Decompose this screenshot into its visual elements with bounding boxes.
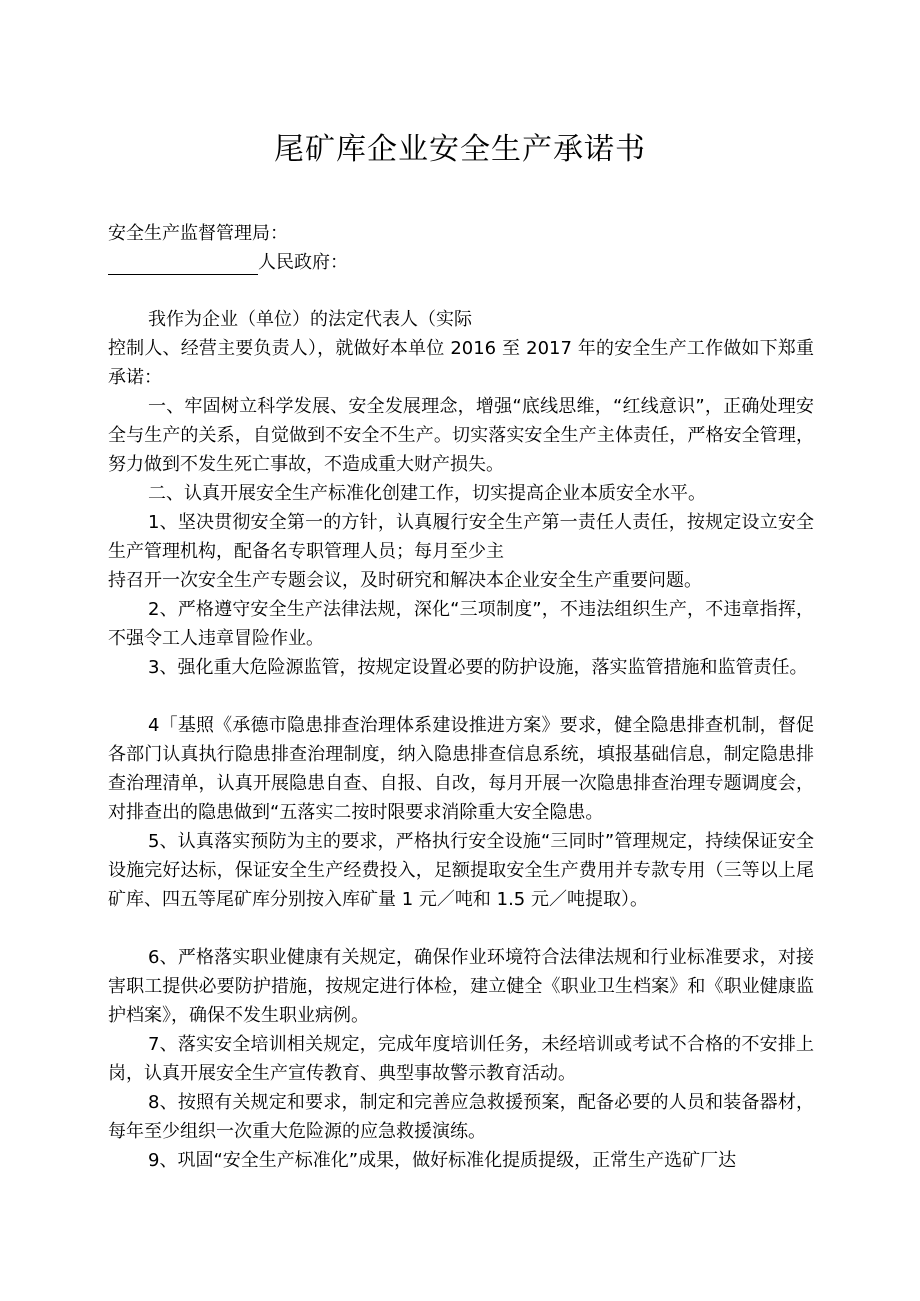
paragraph-item-8: 8、按照有关规定和要求，制定和完善应急救援预案，配备必要的人员和装备器材，每年至少组织一次重大危险源的应急救援演练。 <box>108 1092 814 1142</box>
paragraph-commitment-2: 二、认真开展安全生产标准化创建工作，切实提高企业本质安全水平。 <box>148 483 706 504</box>
paragraph-item-7: 7、落实安全培训相关规定，完成年度培训任务，未经培训或考试不合格的不安排上岗，认真开展安全生产宣传教育、典型事故警示教育活动。 <box>108 1034 814 1084</box>
recipient-line-2-text: 人民政府： <box>258 252 348 273</box>
document-title: 尾矿库企业安全生产承诺书 <box>274 132 646 167</box>
paragraph-item-9: 9、巩固“安全生产标准化”成果，做好标准化提质提级，正常生产选矿厂达 <box>148 1150 737 1171</box>
paragraph-item-3: 3、强化重大危险源监管，按规定设置必要的防护设施，落实监管措施和监管责任。 <box>148 657 808 678</box>
paragraph-item-1b: 持召开一次安全生产专题会议，及时研究和解决本企业安全生产重要问题。 <box>108 570 702 591</box>
paragraph-item-1a: 1、坚决贯彻安全第一的方针，认真履行安全生产第一责任人责任，按规定设立安全生产管理机构，配备名专职管理人员；每月至少主 <box>108 512 814 562</box>
paragraph-item-4: 4「基照《承德市隐患排查治理体系建设推进方案》要求，健全隐患排查机制，督促各部门认真执行隐患排查治理制度，纳入隐患排查信息系统，填报基础信息，制定隐患排查治理清单，认真开展隐患自查、自报、自改，每月开展一次隐患排查治理专题调度会，对排查出的隐患做到“五落实二按时限要求消除重大安全隐患。 <box>108 715 814 823</box>
recipient-line-1: 安全生产监督管理局： <box>108 223 288 244</box>
paragraph-item-5: 5、认真落实预防为主的要求，严格执行安全设施“三同时”管理规定，持续保证安全设施完好达标，保证安全生产经费投入，足额提取安全生产费用并专款专用（三等以上尾矿库、四五等尾矿库分别按入库矿量 1 元／吨和 1.5 元／吨提取）。 <box>108 831 814 910</box>
paragraph-commitment-1: 一、牢固树立科学发展、安全发展理念，增强“底线思维，“红线意识”，正确处理安全与生产的关系，自觉做到不安全不生产。切实落实安全生产主体责任，严格安全管理，努力做到不发生死亡事故，不造成重大财产损失。 <box>108 396 814 475</box>
paragraph-item-2: 2、严格遵守安全生产法律法规，深化“三项制度”，不违法组织生产，不违章指挥，不强令工人违章冒险作业。 <box>108 599 814 649</box>
paragraph-item-6: 6、严格落实职业健康有关规定，确保作业环境符合法律法规和行业标准要求，对接害职工提供必要防护措施，按规定进行体检，建立健全《职业卫生档案》和《职业健康监护档案》，确保不发生职业病例。 <box>108 947 814 1026</box>
paragraph-intro-1: 我作为企业（单位）的法定代表人（实际 <box>148 309 472 330</box>
blank-fill-line <box>108 254 258 275</box>
paragraph-intro-2: 控制人、经营主要负责人），就做好本单位 2016 至 2017 年的安全生产工作做如下郑重承诺： <box>108 338 814 388</box>
recipient-line-2 <box>108 251 348 275</box>
